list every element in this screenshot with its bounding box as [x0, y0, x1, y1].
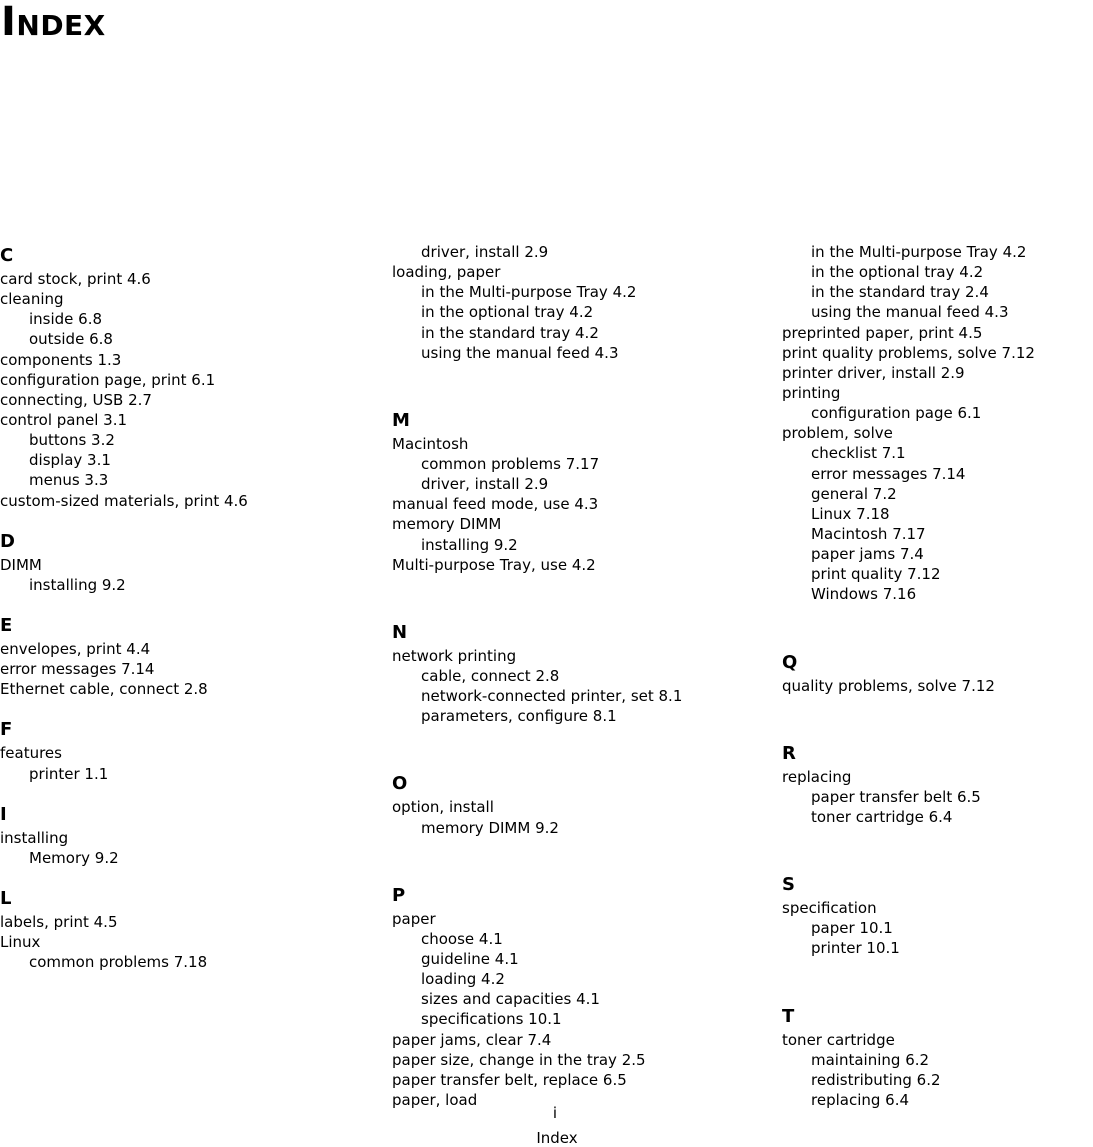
index-entry[interactable]: memory DIMM [392, 515, 502, 534]
page-title: Index [1, 0, 106, 45]
index-subentry[interactable]: printer 1.1 [29, 764, 109, 783]
index-entry[interactable]: paper transfer belt, replace 6.5 [392, 1070, 627, 1089]
index-subentry[interactable]: buttons 3.2 [29, 431, 115, 450]
index-entry[interactable]: manual feed mode, use 4.3 [392, 495, 599, 514]
spacer [782, 605, 1035, 649]
index-subentry[interactable]: Windows 7.16 [811, 585, 917, 604]
section-letter: M [392, 409, 410, 431]
index-entry[interactable]: cleaning [0, 290, 64, 309]
index-entry[interactable]: card stock, print 4.6 [0, 270, 151, 288]
index-subentry[interactable]: memory DIMM 9.2 [421, 818, 559, 837]
index-subentry[interactable]: paper transfer belt 6.5 [811, 787, 981, 806]
index-subentry[interactable]: in the Multi-purpose Tray 4.2 [811, 243, 1027, 261]
index-entry[interactable]: option, install [392, 798, 494, 817]
index-subentry[interactable]: redistributing 6.2 [811, 1070, 941, 1089]
index-column-1 [0, 242, 248, 972]
spacer [0, 595, 248, 612]
index-subentry[interactable]: maintaining 6.2 [811, 1050, 930, 1069]
index-entry[interactable]: installing [0, 828, 69, 847]
index-entry[interactable]: DIMM [0, 555, 42, 574]
index-entry[interactable]: Macintosh [392, 434, 469, 453]
index-subentry[interactable]: in the optional tray 4.2 [811, 263, 984, 282]
index-subentry[interactable]: general 7.2 [811, 484, 897, 503]
spacer [782, 827, 1035, 871]
spacer [0, 699, 248, 716]
section-letter: F [0, 719, 13, 741]
index-entry[interactable]: paper size, change in the tray 2.5 [392, 1050, 646, 1069]
spacer [0, 511, 248, 528]
index-entry[interactable]: control panel 3.1 [0, 410, 128, 429]
index-entry[interactable]: connecting, USB 2.7 [0, 390, 152, 409]
section-letter: L [0, 887, 12, 909]
index-entry[interactable]: problem, solve [782, 424, 893, 443]
index-subentry[interactable]: in the Multi-purpose Tray 4.2 [421, 283, 637, 302]
index-subentry[interactable]: common problems 7.18 [29, 953, 208, 972]
spacer [392, 838, 682, 882]
index-entry[interactable]: envelopes, print 4.4 [0, 639, 151, 658]
index-entry[interactable]: Linux [0, 933, 41, 952]
spacer [0, 784, 248, 801]
index-subentry[interactable]: configuration page 6.1 [811, 404, 982, 423]
index-subentry[interactable]: network-connected printer, set 8.1 [421, 687, 683, 706]
index-subentry[interactable]: inside 6.8 [29, 310, 103, 329]
index-subentry[interactable]: toner cartridge 6.4 [811, 807, 953, 826]
index-entry[interactable]: print quality problems, solve 7.12 [782, 343, 1035, 362]
spacer [782, 696, 1035, 740]
section-letter: S [782, 874, 795, 896]
spacer [392, 363, 682, 407]
index-entry[interactable]: loading, paper [392, 263, 501, 282]
index-subentry[interactable]: specifications 10.1 [421, 1010, 562, 1029]
index-subentry[interactable]: driver, install 2.9 [421, 243, 549, 261]
index-subentry[interactable]: Memory 9.2 [29, 848, 119, 867]
spacer [782, 959, 1035, 1003]
index-subentry[interactable]: Macintosh 7.17 [811, 524, 926, 543]
spacer [392, 575, 682, 619]
section-letter: O [392, 773, 408, 795]
index-subentry[interactable]: using the manual feed 4.3 [811, 303, 1009, 322]
index-entry[interactable]: labels, print 4.5 [0, 912, 118, 931]
index-subentry[interactable]: sizes and capacities 4.1 [421, 990, 600, 1009]
index-entry[interactable]: replacing [782, 767, 852, 786]
index-entry[interactable]: configuration page, print 6.1 [0, 370, 216, 389]
index-column-3 [782, 242, 1035, 1110]
index-entry[interactable]: paper, load [392, 1090, 478, 1109]
section-letter: N [392, 621, 408, 643]
index-entry[interactable]: specification [782, 899, 877, 918]
index-entry[interactable]: preprinted paper, print 4.5 [782, 323, 983, 342]
index-entry[interactable]: paper [392, 909, 436, 928]
index-entry[interactable]: paper jams, clear 7.4 [392, 1030, 552, 1049]
section-letter: E [0, 614, 13, 636]
index-subentry[interactable]: in the optional tray 4.2 [421, 303, 594, 322]
index-subentry[interactable]: loading 4.2 [421, 970, 505, 989]
index-entry[interactable]: Multi-purpose Tray, use 4.2 [392, 555, 596, 574]
index-subentry[interactable]: error messages 7.14 [811, 464, 966, 483]
section-letter: C [0, 245, 14, 266]
index-entry[interactable]: printing [782, 383, 841, 402]
index-entry[interactable]: error messages 7.14 [0, 660, 155, 679]
index-column-2 [392, 242, 682, 1110]
index-entry[interactable]: quality problems, solve 7.12 [782, 676, 995, 695]
index-subentry[interactable]: printer 10.1 [811, 939, 900, 958]
index-subentry[interactable]: driver, install 2.9 [421, 475, 549, 494]
index-subentry[interactable]: display 3.1 [29, 451, 111, 470]
index-subentry[interactable]: installing 9.2 [29, 575, 126, 594]
index-subentry[interactable]: Linux 7.18 [811, 504, 890, 523]
index-subentry[interactable]: cable, connect 2.8 [421, 666, 560, 685]
index-subentry[interactable]: parameters, configure 8.1 [421, 707, 617, 726]
index-entry[interactable]: Ethernet cable, connect 2.8 [0, 680, 208, 699]
footer-label: Index [536, 1129, 578, 1147]
index-entry[interactable]: custom-sized materials, print 4.6 [0, 491, 248, 510]
index-subentry[interactable]: common problems 7.17 [421, 454, 600, 473]
section-letter: R [782, 742, 796, 764]
index-subentry[interactable]: choose 4.1 [421, 929, 503, 948]
index-subentry[interactable]: paper 10.1 [811, 919, 893, 938]
index-entry[interactable]: features [0, 744, 62, 763]
footer-page-number: i [552, 1104, 558, 1122]
section-letter: I [0, 803, 7, 825]
index-subentry[interactable]: using the manual feed 4.3 [421, 343, 619, 362]
index-subentry[interactable]: menus 3.3 [29, 471, 109, 490]
index-subentry[interactable]: installing 9.2 [421, 535, 518, 554]
index-subentry[interactable]: replacing 6.4 [811, 1090, 910, 1109]
spacer [0, 868, 248, 885]
section-letter: D [0, 530, 15, 552]
section-letter: T [782, 1005, 795, 1027]
spacer [392, 726, 682, 770]
index-subentry[interactable]: in the standard tray 4.2 [421, 323, 599, 342]
index-subentry[interactable]: print quality 7.12 [811, 565, 941, 584]
section-letter: P [392, 884, 406, 906]
index-subentry[interactable]: checklist 7.1 [811, 444, 906, 463]
section-letter: Q [782, 651, 798, 673]
index-entry[interactable]: printer driver, install 2.9 [782, 363, 965, 382]
index-entry[interactable]: components 1.3 [0, 350, 122, 369]
index-subentry[interactable]: guideline 4.1 [421, 949, 519, 968]
index-entry[interactable]: toner cartridge [782, 1030, 895, 1049]
index-entry[interactable]: network printing [392, 646, 517, 665]
index-subentry[interactable]: paper jams 7.4 [811, 545, 924, 564]
index-subentry[interactable]: outside 6.8 [29, 330, 113, 349]
index-subentry[interactable]: in the standard tray 2.4 [811, 283, 989, 302]
